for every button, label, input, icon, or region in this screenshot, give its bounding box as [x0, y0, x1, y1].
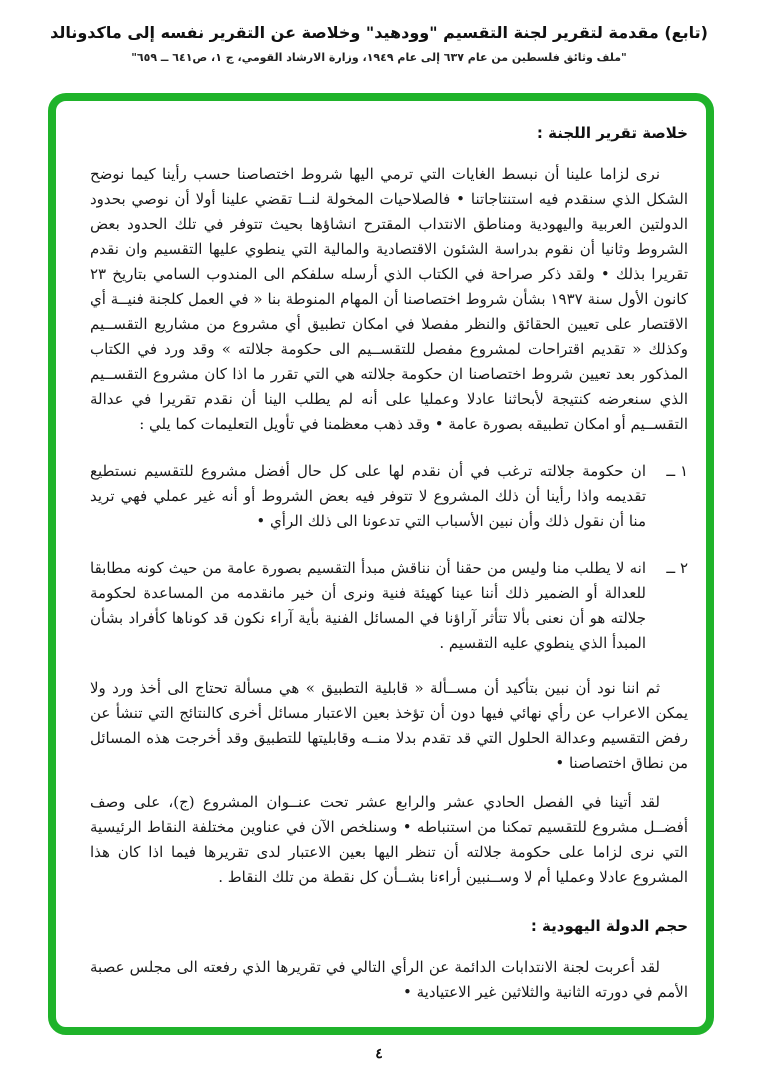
list-item-1: [90, 459, 688, 534]
document-source-citation: "ملف وثائق فلسطين من عام ٦٣٧ إلى عام ١٩٤٩، وزارة الارشاد القومي، ج ١، ص٦٤١ ــ ٦٥٩": [131, 51, 627, 64]
list-item-1-number: ١ ــ: [666, 462, 688, 480]
paragraph-mandate-terms: نرى لزاما علينا أن نبسط الغايات التي ترمي اليها شروط اختصاصنا حسب رأينا كيما نوضح الشكل الذي سنقدم فيه استنتاجاتنا • فالصلاحيات المخولة لنــا تقضي علينا أولا أن نوصي بحدود الدولتين العربية واليهودية ومناطق الانتداب المقترح انشاؤها بحيث تتوفر في تلك الحدود بعض الشروط وثانيا أن نقوم بدراسة الشئون الاقتصادية والمالية التي ينطوي عليها التقسيم وان نقدم تقريرا بذلك • ولقد ذكر صراحة في الكتاب الذي أرسله سلفكم الى المندوب السامي بتاريخ ٢٣ كانون الأول سنة ١٩٣٧ بشأن شروط اختصاصنا أن المهام المنوطة بنا « في العمل كلجنة فنيــة أي الاقتصار على تعيين الحقائق والنظر مفصلا في امكان تطبيق أي مشروع من مشاريع التقســيم وكذلك « تقديم اقتراحات لمشروع مفصل للتقســيم الى حكومة جلالته » وقد ورد في الكتاب المذكور بعد تعيين شروط اختصاصنا ان حكومة جلالته هي التي تقرر ما اذا كان مشروع التقســيم الذي سنعرضه كنتيجة لأبحاثنا عادلا وعمليا على أنه لم يطلب الينا أن نقدم تقريرا في عدالة التقســيم أو امكان تطبيقه بصورة عامة • وقد ذهب معظمنا في تأويل التعليمات كما يلي :: [90, 165, 688, 433]
document-title: (تابع) مقدمة لتقرير لجنة التقسيم "وودهيد" وخلاصة عن التقرير نفسه إلى ماكدونالد: [50, 23, 708, 42]
paragraph-plan-c-description: لقد أتينا في الفصل الحادي عشر والرابع عشر تحت عنــوان المشروع (ج)، على وصف أفضــل مشروع للتقسيم تمكنا من استنباطه • وسنلخص الآن في عناوين مختلفة النقاط الرئيسية التي نرى لزاما على حكومة جلالته أن تنظر اليها بعين الاعتبار لدى تقريرها فيما اذا كان هذا المشروع عادلا وعمليا أم لا وســنبين أراءنا بشــأن كل نقطة من تلك النقاط .: [90, 793, 688, 886]
page-number: ٤: [375, 1046, 383, 1062]
list-item-1-text: ان حكومة جلالته ترغب في أن نقدم لها على كل حال أفضل مشروع للتقسيم نستطيع تقديمه واذا رأينا أن ذلك المشروع لا تتوفر فيه بعض الشروط أو أنه غير عملي فهي تريد منا أن نقول ذلك وأن نبين الأسباب التي تدعونا الى ذلك الرأي •: [90, 462, 646, 530]
content-border: [48, 93, 714, 1035]
list-item-2-number: ٢ ــ: [666, 559, 688, 577]
section-heading-jewish-state-size: حجم الدولة اليهودية :: [530, 917, 688, 935]
document-header: [0, 22, 758, 64]
list-item-2-text: انه لا يطلب منا وليس من حقنا أن نناقش مبدأ التقسيم بصورة عامة من حيث كونه مطابقا للعدالة أو الضمير ذلك أننا عينا كهيئة فنية ونرى أن خير مانقدمه من المساعدة لحكومة جلالته هو أن نعنى بألا تتأثر آراؤنا في المسائل الفنية بأية آراء نكون قد كوناها كأفراد بشأن المبدأ الذي ينطوي عليه التقسيم .: [90, 559, 647, 652]
paragraph-applicability: ثم اننا نود أن نبين بتأكيد أن مســألة « قابلية التطبيق » هي مسألة تحتاج الى أخذ ورد ولا يمكن الاعراب عن رأي نهائي فيها دون أن تؤخذ بعين الاعتبار مسائل أخرى كالنتائج التي تنشأ عن رفض التقسيم وعدالة الحلول التي قد تقدم بدلا منــه وقابليتها للتطبيق وقد أخرجت هذه المسائل من نطاق اختصاصنا •: [90, 679, 688, 772]
section-heading-committee-report-summary: خلاصة تقرير اللجنة :: [536, 124, 688, 142]
list-item-2: [90, 556, 688, 656]
document-body: [56, 101, 706, 1005]
paragraph-permanent-mandates-commission: لقد أعربت لجنة الانتدابات الدائمة عن الرأي التالي في تقريرها الذي رفعته الى مجلس عصبة الأمم في دورته الثانية والثلاثين غير الاعتيادية •: [90, 958, 688, 1001]
